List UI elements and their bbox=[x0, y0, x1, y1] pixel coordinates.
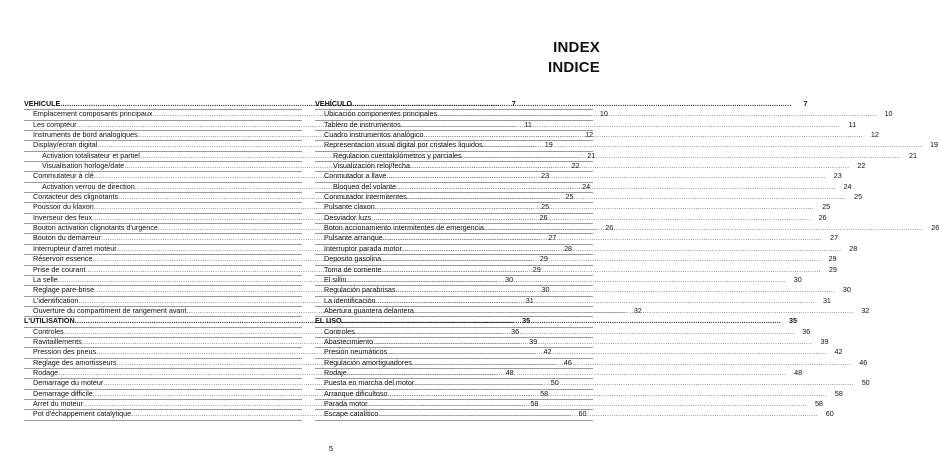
toc-entry-page: 25 bbox=[854, 192, 863, 202]
toc-entry-page: 21 bbox=[909, 150, 918, 160]
toc-entry-page: 31 bbox=[822, 295, 831, 305]
toc-entry-page: 24 bbox=[582, 181, 591, 191]
toc-entry-label: Toma de corriente bbox=[324, 264, 382, 274]
toc-entry-label: Presión neumáticos bbox=[324, 347, 388, 357]
toc-leader-dots bbox=[355, 327, 794, 337]
title-indice: INDICE bbox=[547, 59, 600, 76]
toc-leader-dots bbox=[347, 368, 786, 378]
toc-entry-page: 36 bbox=[802, 326, 811, 336]
toc-entry-page: 27 bbox=[830, 233, 839, 243]
toc-entry-label: Réservoir essence bbox=[33, 254, 93, 264]
toc-entry-label: Display/ecran digital bbox=[33, 140, 98, 150]
toc-entry-label: Pulsante claxon bbox=[324, 202, 375, 212]
toc-entry-label: Ravitaillements bbox=[33, 336, 82, 346]
toc-entry-label: Cuadro instrumentos analógico bbox=[324, 130, 424, 140]
toc-entry-page: 23 bbox=[833, 171, 842, 181]
toc-leader-dots bbox=[373, 337, 812, 347]
toc-leader-dots bbox=[346, 275, 785, 285]
toc-leader-dots bbox=[381, 254, 820, 264]
toc-entry-label: Commutateur à clé bbox=[33, 171, 94, 181]
toc-entry-page: 50 bbox=[861, 378, 870, 388]
toc-entry-label: Controles bbox=[324, 326, 355, 336]
toc-entry-label: Parada motor bbox=[324, 398, 368, 408]
toc-entry-label: La identificación bbox=[324, 295, 376, 305]
toc-entry-label: Tablero de instrumentos bbox=[324, 119, 401, 129]
toc-entry-page: 31 bbox=[525, 295, 534, 305]
toc-leader-dots bbox=[378, 409, 817, 419]
toc-entry-label: Inverseur des feux bbox=[33, 212, 93, 222]
toc-entry-label: EL USO bbox=[315, 316, 342, 326]
toc-entry-label: Regulación amortiguadores bbox=[324, 357, 412, 367]
toc-entry-page: 10 bbox=[884, 109, 893, 119]
toc-entry-label: Pot d'échappement catalytique bbox=[33, 409, 132, 419]
toc-entry-label: Ouverture du compartiment de rangement avant bbox=[33, 305, 187, 315]
toc-leader-dots bbox=[388, 389, 827, 399]
toc-leader-dots bbox=[484, 223, 923, 233]
toc-entry-label: Desviador luzs bbox=[324, 212, 372, 222]
toc-entry-label: Deposito gasolina bbox=[324, 254, 382, 264]
toc-entry-label: Regulación parabrisas bbox=[324, 285, 396, 295]
toc-entry-label: Puesta en marcha del motor bbox=[324, 378, 415, 388]
toc-entry-page: 19 bbox=[544, 140, 553, 150]
toc-entry-label: Regulacion cuentakilómetros y parciales bbox=[333, 150, 462, 160]
toc-leader-dots bbox=[414, 306, 853, 316]
page-number: 5 bbox=[328, 444, 334, 453]
toc-entry-page: 25 bbox=[565, 192, 574, 202]
toc-leader-dots bbox=[352, 99, 791, 109]
toc-entry-label: Reglage pare-brise bbox=[33, 285, 95, 295]
toc-leader-dots bbox=[424, 130, 863, 140]
toc-entry-page: 36 bbox=[511, 326, 520, 336]
toc-entry-label: Conmutador a llave bbox=[324, 171, 387, 181]
toc-leader-dots bbox=[382, 265, 821, 275]
toc-entry-label: Demarrage difficile bbox=[33, 388, 93, 398]
toc-entry-label: Abastecimiento bbox=[324, 336, 374, 346]
toc-entry-label: Boton accionamiento intermitentes de emergencia bbox=[324, 223, 484, 233]
toc-entry-page: 29 bbox=[532, 264, 541, 274]
toc-leader-dots bbox=[410, 161, 849, 171]
toc-entry-page: 26 bbox=[931, 223, 939, 233]
toc-entry-page: 28 bbox=[564, 243, 573, 253]
toc-entry-page: 19 bbox=[930, 140, 938, 150]
toc-entry-page: 11 bbox=[848, 119, 857, 129]
toc-entry-page: 26 bbox=[539, 212, 548, 222]
toc-leader-dots bbox=[402, 244, 841, 254]
toc-entry-page: 32 bbox=[861, 305, 870, 315]
toc-entry-page: 39 bbox=[529, 336, 538, 346]
toc-entry-page: 48 bbox=[794, 367, 803, 377]
toc-entry-page: 42 bbox=[834, 347, 843, 357]
toc-entry-page: 60 bbox=[825, 409, 834, 419]
toc-entry-page: 30 bbox=[793, 274, 802, 284]
toc-entry-page: 22 bbox=[571, 161, 580, 171]
toc-entry-page: 21 bbox=[587, 150, 596, 160]
toc-leader-dots bbox=[376, 296, 815, 306]
toc-entry-label: Ubicación componentes principales bbox=[324, 109, 438, 119]
toc-leader-dots bbox=[375, 202, 814, 212]
toc-entry-label: Interruptor parada motor bbox=[324, 243, 402, 253]
toc-leader-dots bbox=[368, 399, 807, 409]
toc-entry-label: L'identification bbox=[33, 295, 79, 305]
toc-entry-page: 32 bbox=[633, 305, 642, 315]
toc-entry-label: El sillin bbox=[324, 274, 347, 284]
toc-leader-dots bbox=[412, 358, 851, 368]
toc-leader-dots bbox=[371, 213, 810, 223]
toc-entry-page: 29 bbox=[539, 254, 548, 264]
toc-entry-label: Les compteur bbox=[33, 119, 77, 129]
toc-leader-dots bbox=[396, 182, 835, 192]
toc-leader-dots bbox=[386, 171, 825, 181]
toc-entry-label: L'UTILISATION bbox=[24, 316, 75, 326]
toc-entry-label: Bouton du demarreur bbox=[33, 233, 101, 243]
toc-entry-page: 25 bbox=[822, 202, 831, 212]
toc-entry-page: 35 bbox=[789, 316, 798, 326]
toc-entry-label: Demarrage du moteur bbox=[33, 378, 104, 388]
toc-entry-page: 10 bbox=[599, 109, 608, 119]
toc-entry-page: 42 bbox=[543, 347, 552, 357]
toc-leader-dots bbox=[401, 120, 840, 130]
index-titles bbox=[548, 38, 600, 78]
toc-entry-page: 28 bbox=[849, 243, 858, 253]
toc-entry-label: Interrupteur d'arret moteur bbox=[33, 243, 117, 253]
toc-leader-dots bbox=[383, 233, 822, 243]
toc-entry-page: 35 bbox=[522, 316, 531, 326]
toc-entry-label: Reglage des amortisseurs bbox=[33, 357, 117, 367]
toc-entry-label: Rodaje bbox=[324, 367, 347, 377]
title-index: INDEX bbox=[553, 39, 600, 56]
toc-entry-page: 30 bbox=[541, 285, 550, 295]
toc-entry-label: Emplacement composants principaux bbox=[33, 109, 153, 119]
toc-entry-label: VEHICULE bbox=[24, 99, 61, 108]
toc-entry-page: 46 bbox=[859, 357, 868, 367]
toc-entry-label: Prise de courant bbox=[33, 264, 86, 274]
toc-entry-page: 46 bbox=[563, 357, 572, 367]
toc-entry-page: 11 bbox=[524, 119, 532, 129]
toc-leader-dots bbox=[407, 192, 846, 202]
toc-entry-label: Representacion visual digital por cristales liquidos bbox=[324, 140, 483, 150]
toc-entry-page: 48 bbox=[505, 367, 514, 377]
toc-entry-page: 30 bbox=[505, 274, 514, 284]
toc-entry-label: Bouton activation clignotants d'urgence bbox=[33, 223, 158, 233]
toc-leader-dots bbox=[437, 109, 876, 119]
toc-entry-page: 29 bbox=[828, 264, 837, 274]
toc-column-spanish bbox=[315, 99, 939, 421]
toc-entry-label: Visualización reloj/fecha bbox=[333, 161, 410, 171]
toc-entry-label: Contacteur des clignotants bbox=[33, 192, 119, 202]
toc-entry-page: 26 bbox=[605, 223, 614, 233]
toc-entry-page: 7 bbox=[511, 99, 516, 108]
toc-entry-page: 26 bbox=[818, 212, 827, 222]
toc-entry-page: 58 bbox=[834, 388, 843, 398]
toc-entry-label: Rodage bbox=[33, 367, 59, 377]
toc-leader-dots bbox=[396, 285, 835, 295]
toc-entry-label: Visualisation horloge/date bbox=[42, 161, 125, 171]
toc-entry-label: Bloqueo del volante bbox=[333, 181, 397, 191]
toc-entry-page: 24 bbox=[843, 181, 852, 191]
toc-leader-dots bbox=[414, 378, 853, 388]
toc-entry-label: Controles bbox=[33, 326, 64, 336]
toc-entry-label: Escape catalítico bbox=[324, 409, 379, 419]
toc-entry-page: 12 bbox=[870, 130, 879, 140]
toc-entry bbox=[315, 409, 834, 420]
toc-entry-page: 58 bbox=[814, 398, 823, 408]
toc-entry-page: 50 bbox=[550, 378, 559, 388]
toc-entry-page: 27 bbox=[548, 233, 557, 243]
toc-entry-page: 60 bbox=[578, 409, 587, 419]
toc-entry-label: Activation verrou de direction bbox=[42, 181, 135, 191]
toc-leader-dots bbox=[462, 151, 901, 161]
toc-entry-page: 23 bbox=[541, 171, 550, 181]
toc-entry-label: La selle bbox=[33, 274, 58, 284]
toc-entry-label: Poussoir du klaxon bbox=[33, 202, 94, 212]
toc-entry-label: Conmutador intermitentes bbox=[324, 192, 407, 202]
toc-entry-page: 25 bbox=[541, 202, 550, 212]
toc-entry-page: 58 bbox=[530, 398, 539, 408]
toc-entry-label: Arranque dificultoso bbox=[324, 388, 388, 398]
toc-leader-dots bbox=[342, 316, 781, 326]
toc-entry-page: 58 bbox=[540, 388, 549, 398]
toc-entry-label: Activation totalisateur et partiel bbox=[42, 150, 140, 160]
toc-leader-dots bbox=[387, 347, 826, 357]
toc-entry-page: 22 bbox=[857, 161, 866, 171]
toc-entry-page: 30 bbox=[842, 285, 851, 295]
toc-entry-label: Arret du moteur bbox=[33, 398, 83, 408]
toc-entry-page: 7 bbox=[803, 99, 808, 108]
toc-entry-label: Abertura guantera delantera bbox=[324, 305, 414, 315]
toc-entry-label: Pulsante arranque bbox=[324, 233, 383, 243]
toc-entry-label: Instruments de bord analogiques bbox=[33, 130, 138, 140]
toc-entry-page: 39 bbox=[820, 336, 829, 346]
toc-entry-page: 12 bbox=[585, 130, 594, 140]
toc-entry-label: VEHÍCULO bbox=[315, 99, 353, 108]
toc-entry-page: 29 bbox=[828, 254, 837, 264]
toc-entry-label: Pression des pneus bbox=[33, 347, 97, 357]
toc-leader-dots bbox=[483, 140, 922, 150]
